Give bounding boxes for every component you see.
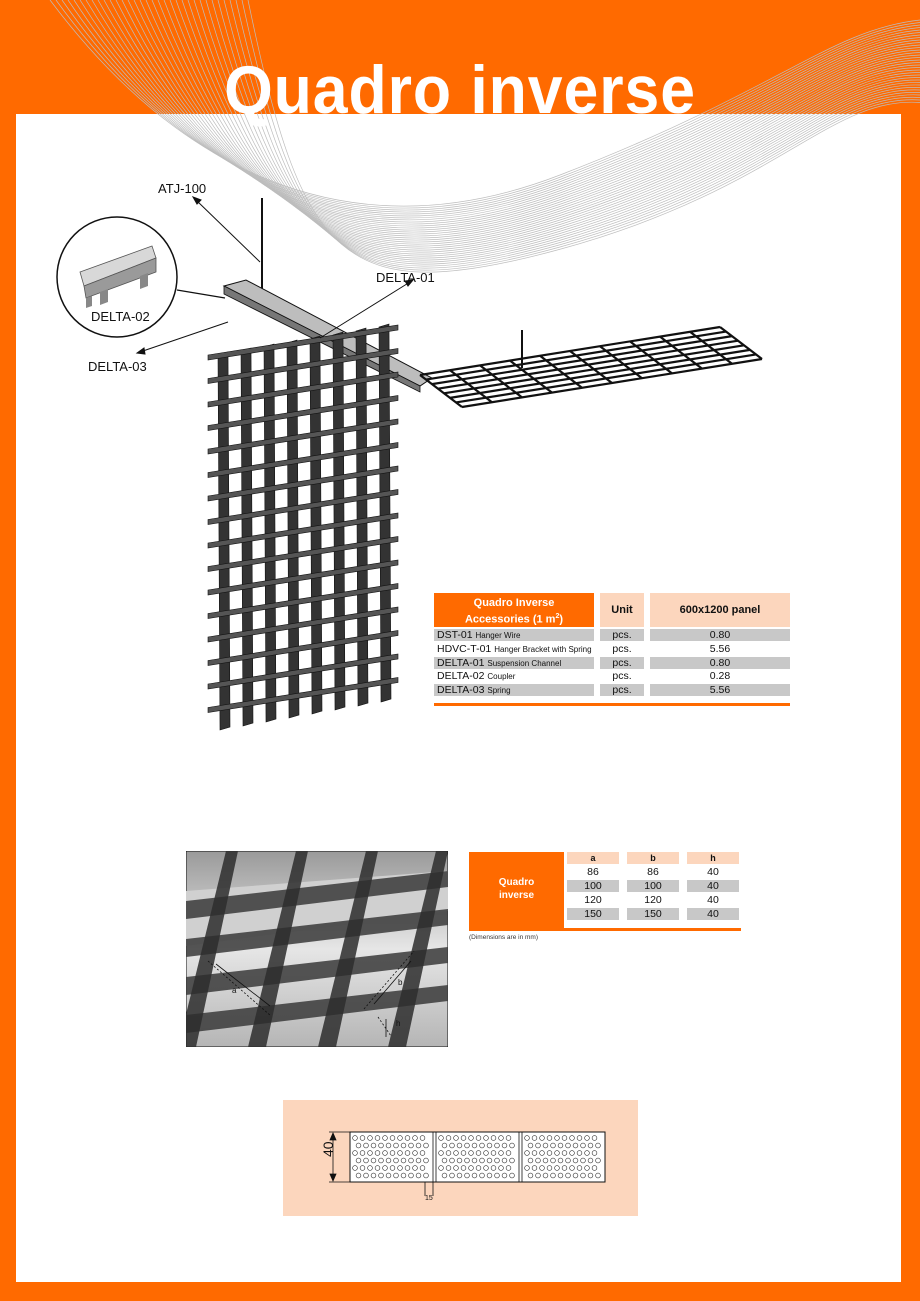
header-h: h	[687, 852, 739, 864]
dim-cell: 86	[647, 866, 659, 878]
item-desc: Hanger Wire	[475, 631, 521, 640]
panel-header: 600x1200 panel	[650, 593, 790, 627]
dim-cell: 150	[567, 908, 619, 920]
ceiling-grid	[420, 327, 762, 407]
dimensions-label	[469, 852, 564, 928]
table-row	[434, 629, 790, 643]
header-a: a	[567, 852, 619, 864]
accessories-header-close: )	[559, 613, 564, 626]
accessories-table	[434, 593, 790, 698]
item-value: 5.56	[709, 642, 731, 655]
item-value: 0.80	[650, 657, 790, 669]
dim-cell: 40	[707, 894, 719, 906]
dimensions-label-line1: Quadro	[498, 877, 535, 888]
page-title: Quadro inverse	[224, 52, 696, 128]
photo-label-a: a	[232, 986, 237, 995]
accessories-header	[434, 593, 594, 627]
header-b: b	[627, 852, 679, 864]
item-code: DELTA-01	[437, 656, 485, 669]
dim-cell: 100	[567, 880, 619, 892]
table-underline	[469, 928, 741, 931]
item-unit: pcs.	[600, 629, 644, 641]
table-row	[434, 670, 790, 684]
dim-cell: 100	[627, 880, 679, 892]
item-value: 0.80	[650, 629, 790, 641]
accessories-header-line2: Accessories (1 m	[464, 613, 556, 626]
callout-delta-03: DELTA-03	[88, 359, 147, 374]
accessories-header-sup: 2	[555, 613, 560, 620]
dim-cell: 120	[644, 894, 662, 906]
item-code: DELTA-02	[437, 670, 485, 683]
grid-photo	[186, 851, 448, 1047]
dim-cell: 150	[627, 908, 679, 920]
profile-pitch-label: 15	[425, 1195, 433, 1202]
dimensions-table	[469, 852, 741, 932]
perforated-profile	[283, 1100, 638, 1216]
dim-cell: 40	[687, 908, 739, 920]
item-desc: Suspension Channel	[487, 658, 562, 668]
item-desc: Coupler	[487, 672, 516, 682]
table-row	[434, 684, 790, 698]
table-underline	[434, 703, 790, 706]
callout-delta-01: DELTA-01	[376, 270, 435, 285]
vertical-grid	[208, 324, 398, 730]
callout-delta-02: DELTA-02	[91, 309, 150, 324]
photo-label-h: h	[396, 1019, 401, 1028]
item-unit: pcs.	[600, 684, 644, 696]
profile-height-label: 40	[320, 1141, 336, 1157]
profile-drawing-panel	[283, 1100, 638, 1216]
photo-label-b: b	[398, 978, 403, 987]
dim-cell: 120	[584, 894, 602, 906]
dim-cell: 40	[707, 866, 719, 878]
dim-cell: 40	[687, 880, 739, 892]
item-desc: Spring	[487, 686, 511, 696]
callout-atj-100: ATJ-100	[158, 181, 207, 196]
item-code: HDVC-T-01	[437, 642, 492, 655]
unit-header: Unit	[600, 593, 644, 627]
item-unit: pcs.	[612, 670, 632, 683]
dim-cell: 86	[587, 866, 599, 878]
item-unit: pcs.	[600, 657, 644, 669]
table-row	[434, 643, 790, 657]
item-unit: pcs.	[612, 642, 632, 655]
dimensions-note: (Dimensions are in mm)	[469, 934, 538, 941]
accessories-header-line1: Quadro Inverse	[473, 597, 555, 609]
item-desc: Hanger Bracket with Spring	[494, 644, 592, 654]
item-value: 5.56	[650, 684, 790, 696]
item-code: DELTA-03	[437, 684, 485, 697]
dimensions-label-line2: inverse	[498, 890, 535, 901]
item-code: DST-01	[437, 629, 473, 641]
item-value: 0.28	[709, 670, 731, 683]
table-row	[434, 657, 790, 671]
